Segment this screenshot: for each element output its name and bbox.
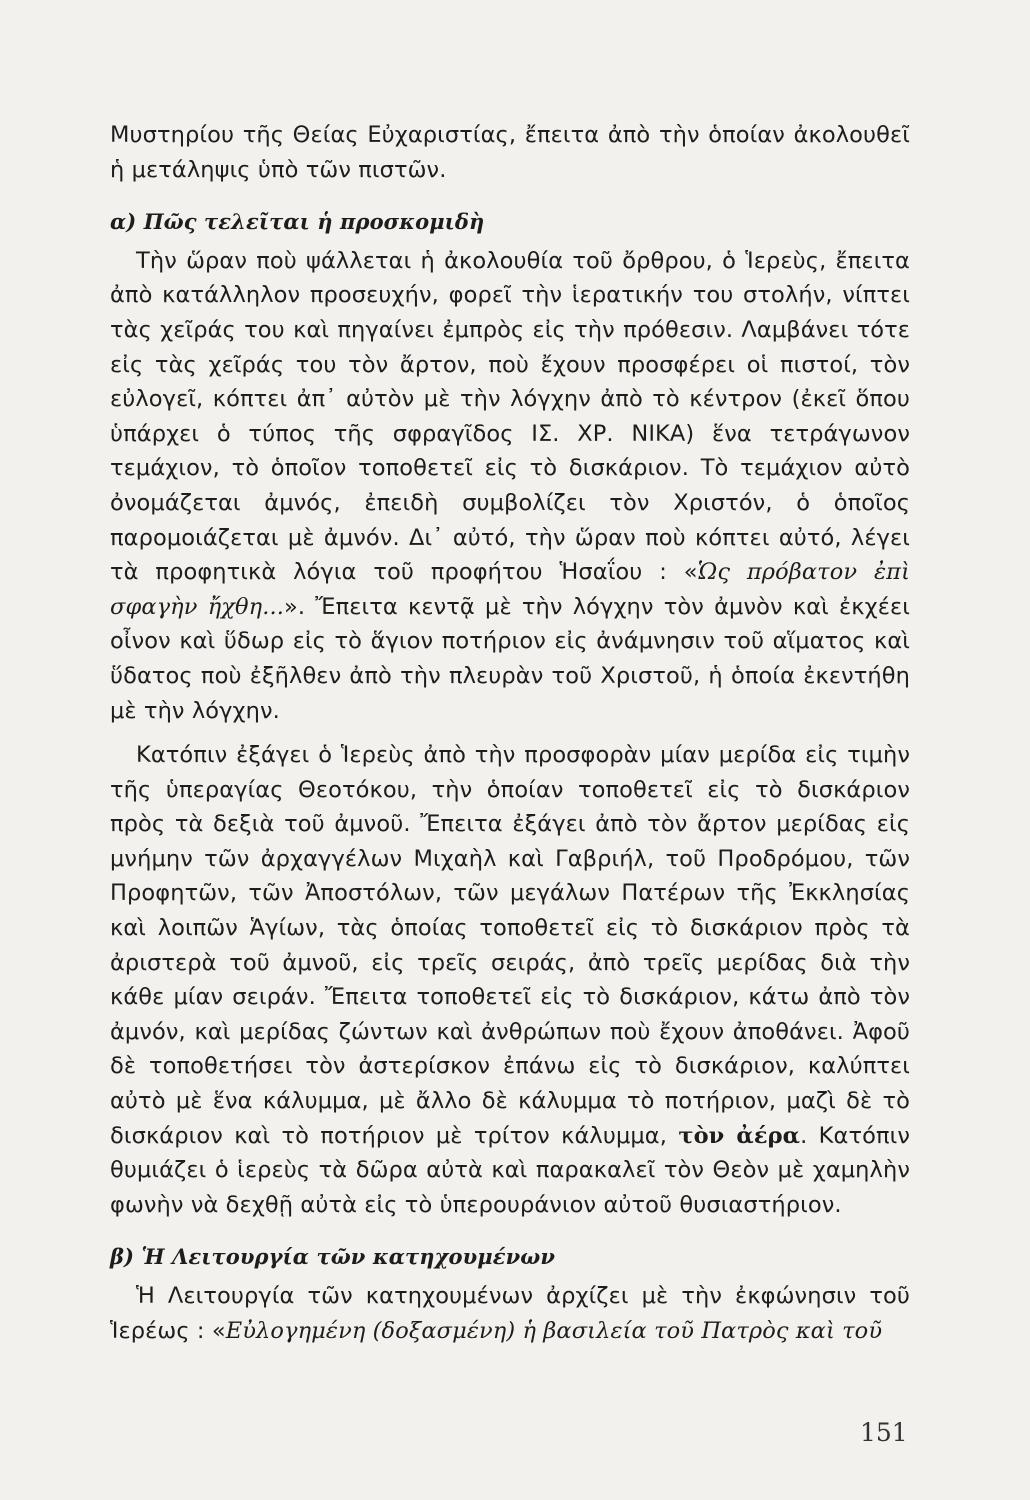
quote-isaiah: Ὡς πρόβατον ἐπὶ σφαγὴν ἤχθη... xyxy=(110,559,910,620)
section-heading-b: β) Ἡ Λειτουργία τῶν κατηχουμένων xyxy=(110,1244,556,1270)
text-run: ». Ἔπειτα κεντᾷ μὲ τὴν λόγχην τὸν ἀμνὸν καὶ ἐκχέει οἶνον καὶ ὕδωρ εἰς τὸ ἅγιον ποτήριον εἰς ἀνάμνησιν τοῦ αἵματος καὶ ὕδατος ποὺ ἐξῆλθεν ἀπὸ τὴν πλευρὰν τοῦ Χριστοῦ, ἡ ὁποία ἐκεντήθη μὲ τὴν λόγχην. xyxy=(110,593,911,724)
text-run: Κατόπιν ἐξάγει ὁ Ἱερεὺς ἀπὸ τὴν προσφορὰν μίαν μερίδα εἰς τιμὴν τῆς ὑπεραγίας Θεοτόκου, τὴν ὁποίαν τοποθετεῖ εἰς τὸ δισκάριον πρὸς τὰ δεξιὰ τοῦ ἀμνοῦ. Ἔπειτα ἐξάγει ἀπὸ τὸν ἄρτον μερίδας εἰς μνήμην τῶν ἀρχαγγέλων Μιχαὴλ καὶ Γαβριήλ, τοῦ Προδρόμου, τῶν Προφητῶν, τῶν Ἀποστόλων, τῶν μεγάλων Πατέρων τῆς Ἐκκλησίας καὶ λοιπῶν Ἁγίων, τὰς ὁποίας τοποθετεῖ εἰς τὸ δισκάριον πρὸς τὰ ἀριστερὰ τοῦ ἀμνοῦ, εἰς τρεῖς σειράς, ἀπὸ τρεῖς μερίδας διὰ τὴν κάθε μίαν σειράν. Ἔπειτα τοποθετεῖ εἰς τὸ δισκάριον, κάτω ἀπὸ τὸν ἀμνόν, καὶ μερίδας ζώντων καὶ ἀνθρώπων ποὺ ἔχουν ἀποθάνει. Ἀφοῦ δὲ τοποθετήσει τὸν ἀστερίσκον ἐπάνω εἰς τὸ δισκάριον, καλύπτει αὐτὸ μὲ ἕνα κάλυμμα, μὲ ἄλλο δὲ κάλυμμα τὸ ποτήριον, μαζὶ δὲ τὸ δισκάριον καὶ τὸ ποτήριον μὲ τρίτον κάλυμμα, xyxy=(110,742,910,1149)
page-body xyxy=(110,118,910,1348)
paragraph-continued: Μυστηρίου τῆς Θείας Εὐχαριστίας, ἔπειτα ἀπὸ τὴν ὁποίαν ἀκολουθεῖ ἡ μετάληψις ὑπὸ τῶν πιστῶν. xyxy=(110,122,910,183)
section-heading-a: α) Πῶς τελεῖται ἡ προσκομιδὴ xyxy=(110,209,485,235)
paragraph-proskomide xyxy=(110,244,910,728)
text-run: Τὴν ὥραν ποὺ ψάλλεται ἡ ἀκολουθία τοῦ ὄρθρου, ὁ Ἱερεὺς, ἔπειτα ἀπὸ κατάλληλον προσευχήν, φορεῖ τὴν ἱερατικήν του στολήν, νίπτει τὰς χεῖράς του καὶ πηγαίνει ἐμπρὸς εἰς τὴν πρόθεσιν. Λαμβάνει τότε εἰς τὰς χεῖράς του τὸν ἄρτον, ποὺ ἔχουν προσφέρει οἱ πιστοί, τὸν εὐλογεῖ, κόπτει ἀπ᾽ αὐτὸν μὲ τὴν λόγχην ἀπὸ τὸ κέντρον (ἐκεῖ ὅπου ὑπάρχει ὁ τύπος τῆς σφραγῖδος ΙΣ. ΧΡ. ΝΙΚΑ) ἕνα τετράγωνον τεμάχιον, τὸ ὁποῖον τοποθετεῖ εἰς τὸ δισκάριον. Τὸ τεμάχιον αὐτὸ ὀνομάζεται ἀμνός, ἐπειδὴ συμβολίζει τὸν Χριστόν, ὁ ὁποῖος παρομοιάζεται μὲ ἀμνόν. Δι᾽ αὐτό, τὴν ὥραν ποὺ κόπτει αὐτό, λέγει τὰ προφητικὰ λόγια τοῦ προφήτου Ἡσαΐου : « xyxy=(110,247,910,586)
text-run: . Κατόπιν θυμιάζει ὁ ἱερεὺς τὰ δῶρα αὐτὰ καὶ παρακαλεῖ τὸν Θεὸν μὲ χαμηλὴν φωνὴν νὰ δεχθῇ αὐτὰ εἰς τὸ ὑπερουράνιον αὐτοῦ θυσιαστήριον. xyxy=(110,1122,910,1218)
text-run: Ἡ Λειτουργία τῶν κατηχουμένων ἀρχίζει μὲ τὴν ἐκφώνησιν τοῦ Ἱερέως : « xyxy=(110,1283,910,1344)
bold-term: τὸν ἀέρα xyxy=(678,1122,801,1149)
paragraph-catechumens xyxy=(110,1279,910,1348)
quote-blessing: Εὐλογημένη (δοξασμένη) ἡ βασιλεία τοῦ Πατρὸς καὶ τοῦ xyxy=(225,1317,883,1344)
page-number: 151 xyxy=(860,1418,908,1447)
paragraph-particles xyxy=(110,738,910,1222)
